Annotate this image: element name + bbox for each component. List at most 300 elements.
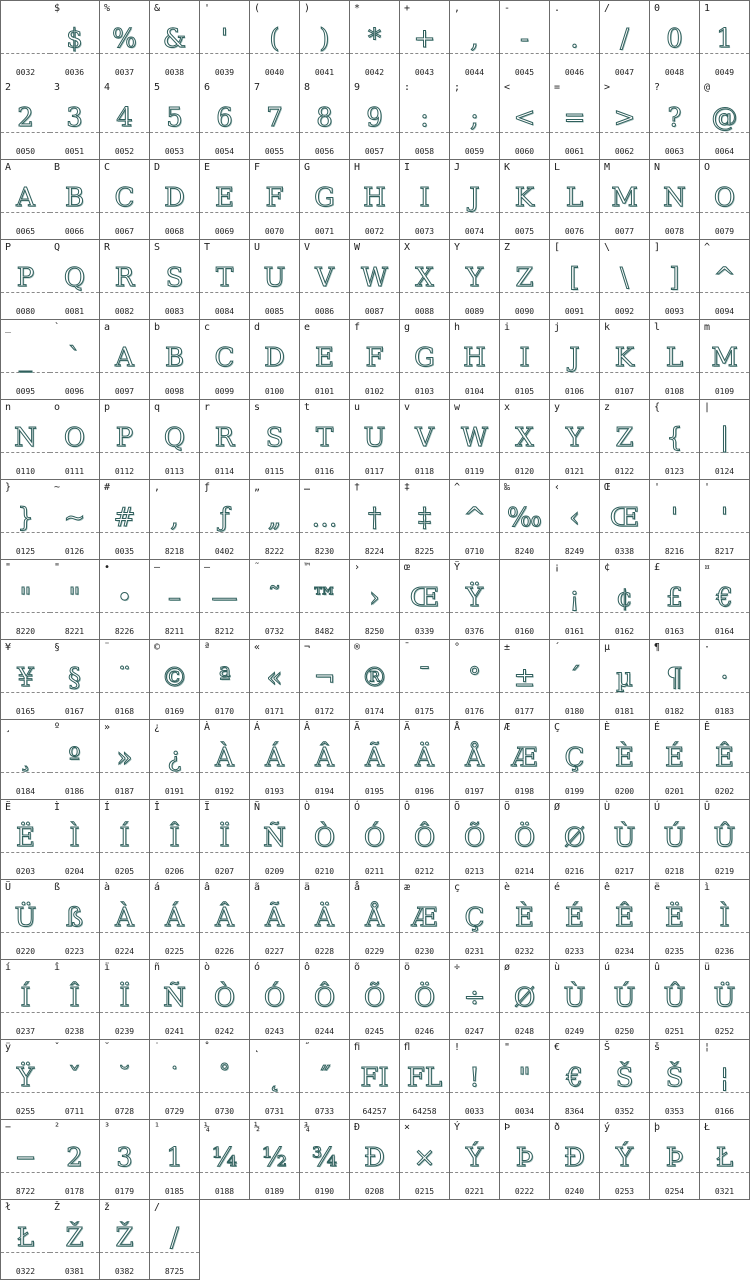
- glyph-sample: Ã: [365, 743, 384, 773]
- glyph-cell: [50, 480, 100, 560]
- glyph-label: ¼: [204, 1122, 211, 1133]
- glyph-sample: ": [68, 583, 81, 613]
- glyph-sample: Í: [20, 983, 31, 1013]
- glyph-label: «: [254, 642, 261, 653]
- glyph-label: ž: [104, 1202, 111, 1213]
- glyph-sample: +: [413, 24, 436, 54]
- glyph-sample: A: [16, 183, 35, 213]
- glyph-sample: −: [14, 1143, 37, 1173]
- glyph-label: U: [254, 242, 261, 253]
- glyph-sample: C: [214, 343, 235, 373]
- glyph-sample: ¿: [167, 743, 182, 773]
- glyph-cell: [100, 480, 150, 560]
- glyph-label: ã: [254, 882, 261, 893]
- glyph-cell: [600, 880, 650, 960]
- glyph-sample: ^: [463, 503, 486, 533]
- glyph-cell: [250, 720, 300, 800]
- glyph-cell: [50, 400, 100, 480]
- glyph-label: ˜: [254, 562, 261, 573]
- glyph-label: L: [554, 162, 561, 173]
- glyph-sample: `: [68, 343, 81, 373]
- glyph-sample: *: [368, 24, 381, 54]
- glyph-code: 0175: [414, 707, 435, 716]
- glyph-label: ²: [54, 1122, 61, 1133]
- glyph-label: =: [554, 82, 561, 93]
- glyph-code: 0108: [664, 387, 685, 396]
- glyph-cell: [500, 480, 550, 560]
- glyph-label: S: [154, 242, 161, 253]
- glyph-code: 0198: [514, 787, 535, 796]
- glyph-code: 0733: [314, 1107, 335, 1116]
- glyph-label: Y: [454, 242, 461, 253]
- glyph-code: 0193: [264, 787, 285, 796]
- glyph-cell: [100, 240, 150, 320]
- glyph-cell: [200, 560, 250, 640]
- glyph-label: „: [254, 482, 261, 493]
- glyph-cell: [650, 80, 700, 160]
- glyph-cell: [100, 960, 150, 1040]
- glyph-label: ÿ: [5, 1042, 12, 1053]
- glyph-code: 0046: [564, 68, 585, 77]
- glyph-cell: [0, 80, 51, 160]
- glyph-cell: [400, 880, 450, 960]
- glyph-sample: Š: [615, 1063, 634, 1093]
- glyph-sample: Þ: [665, 1143, 684, 1173]
- glyph-code: 0207: [214, 867, 235, 876]
- glyph-code: 0199: [564, 787, 585, 796]
- glyph-sample: [1, 19, 50, 59]
- glyph-label: ': [204, 3, 211, 14]
- glyph-sample: {: [666, 423, 683, 453]
- glyph-cell: [250, 400, 300, 480]
- glyph-label: ü: [704, 962, 711, 973]
- glyph-cell: [700, 240, 750, 320]
- glyph-label: ^: [454, 482, 461, 493]
- glyph-label: ï: [104, 962, 111, 973]
- glyph-sample: ~: [63, 503, 86, 533]
- glyph-code: 8226: [114, 627, 135, 636]
- glyph-cell: [300, 160, 350, 240]
- glyph-code: 0220: [15, 947, 36, 956]
- glyph-cell: [200, 960, 250, 1040]
- glyph-cell: [100, 160, 150, 240]
- glyph-sample: =: [563, 103, 586, 133]
- glyph-sample: Ï: [119, 983, 130, 1013]
- glyph-sample: P: [16, 263, 35, 293]
- glyph-sample: €: [716, 583, 733, 613]
- glyph-cell: [100, 880, 150, 960]
- glyph-code: 0232: [514, 947, 535, 956]
- glyph-cell: [150, 400, 200, 480]
- glyph-label: d: [254, 322, 261, 333]
- glyph-label: Ú: [654, 802, 661, 813]
- glyph-cell: [0, 640, 51, 720]
- glyph-sample: ¾: [311, 1143, 338, 1173]
- glyph-sample: ¼: [211, 1143, 238, 1173]
- glyph-cell: [650, 800, 700, 880]
- glyph-cell: [550, 80, 600, 160]
- glyph-cell: [150, 800, 200, 880]
- glyph-cell: [350, 640, 400, 720]
- glyph-sample: I: [519, 343, 530, 373]
- glyph-sample: Ê: [715, 743, 734, 773]
- glyph-cell: [150, 480, 200, 560]
- glyph-code: 0042: [364, 68, 385, 77]
- glyph-sample: Ú: [613, 983, 636, 1013]
- glyph-cell: [250, 320, 300, 400]
- glyph-sample: „: [267, 503, 282, 533]
- glyph-code: 0228: [314, 947, 335, 956]
- glyph-label: ¤: [704, 562, 711, 573]
- glyph-sample: €: [566, 1063, 583, 1093]
- glyph-sample: T: [215, 263, 234, 293]
- glyph-cell: [500, 960, 550, 1040]
- glyph-code: 0118: [414, 467, 435, 476]
- glyph-sample: X: [515, 423, 534, 453]
- glyph-cell: [500, 0, 550, 81]
- glyph-label: Ÿ: [454, 562, 461, 573]
- glyph-sample: Ł: [16, 1223, 35, 1253]
- glyph-code: 0048: [664, 68, 685, 77]
- glyph-code: 8230: [314, 547, 335, 556]
- glyph-label: È: [604, 722, 611, 733]
- glyph-cell: [600, 320, 650, 400]
- glyph-cell: [700, 640, 750, 720]
- glyph-cell: [250, 480, 300, 560]
- glyph-cell: [350, 960, 400, 1040]
- glyph-sample: Ü: [14, 903, 37, 933]
- glyph-label: ®: [354, 642, 361, 653]
- glyph-label: :: [404, 82, 411, 93]
- glyph-label: q: [154, 402, 161, 413]
- glyph-sample: Í: [119, 823, 130, 853]
- glyph-code: 0121: [564, 467, 585, 476]
- glyph-label: ÷: [454, 962, 461, 973]
- glyph-label: h: [454, 322, 461, 333]
- glyph-label: Û: [704, 802, 711, 813]
- glyph-cell: [200, 240, 250, 320]
- glyph-label: k: [604, 322, 611, 333]
- glyph-sample: V: [315, 263, 334, 293]
- glyph-cell: [500, 80, 550, 160]
- glyph-label: T: [204, 242, 211, 253]
- glyph-label: Z: [504, 242, 511, 253]
- glyph-code: 0230: [414, 947, 435, 956]
- glyph-cell: [400, 320, 450, 400]
- glyph-sample: ½: [261, 1143, 288, 1173]
- glyph-label: *: [354, 3, 361, 14]
- glyph-sample: -: [520, 24, 529, 54]
- glyph-sample: ‰: [507, 503, 542, 533]
- glyph-code: 0071: [314, 227, 335, 236]
- glyph-cell: [500, 1040, 550, 1120]
- glyph-code: 0092: [614, 307, 635, 316]
- glyph-label: Ï: [204, 802, 211, 813]
- glyph-code: 0195: [364, 787, 385, 796]
- glyph-code: 0115: [264, 467, 285, 476]
- glyph-code: 0189: [264, 1187, 285, 1196]
- glyph-cell: [650, 1120, 700, 1200]
- glyph-sample: /: [620, 24, 629, 54]
- glyph-code: 0080: [15, 307, 36, 316]
- glyph-code: 0081: [64, 307, 85, 316]
- glyph-cell: [250, 640, 300, 720]
- glyph-label: \: [604, 242, 611, 253]
- glyph-code: 0244: [314, 1027, 335, 1036]
- glyph-label: $: [54, 3, 61, 14]
- glyph-cell: [650, 400, 700, 480]
- glyph-sample: Ò: [213, 983, 236, 1013]
- glyph-sample: |: [720, 423, 729, 453]
- glyph-code: 0247: [464, 1027, 485, 1036]
- glyph-cell: [500, 800, 550, 880]
- glyph-code: 0382: [114, 1267, 135, 1276]
- glyph-sample: Ý: [615, 1143, 634, 1173]
- glyph-sample: ,: [170, 503, 179, 533]
- glyph-sample: ¶: [666, 663, 683, 693]
- glyph-cell: [550, 800, 600, 880]
- glyph-code: 0093: [664, 307, 685, 316]
- glyph-label: H: [354, 162, 361, 173]
- glyph-cell: [450, 80, 500, 160]
- glyph-sample: 2: [17, 103, 34, 133]
- glyph-cell: [450, 1040, 500, 1120]
- glyph-cell: [550, 320, 600, 400]
- glyph-code: 0047: [614, 68, 635, 77]
- glyph-cell: [300, 0, 350, 81]
- glyph-sample: ^: [713, 263, 736, 293]
- glyph-label: ´: [554, 642, 561, 653]
- glyph-sample: ¦: [720, 1063, 729, 1093]
- glyph-sample: (: [269, 24, 280, 54]
- glyph-code: 0084: [214, 307, 235, 316]
- glyph-label: %: [104, 3, 111, 14]
- glyph-label: º: [54, 722, 61, 733]
- glyph-sample: †: [368, 503, 381, 533]
- glyph-label: þ: [654, 1122, 661, 1133]
- glyph-label: 7: [254, 82, 261, 93]
- glyph-cell: [700, 800, 750, 880]
- glyph-sample: Ð: [564, 1143, 585, 1173]
- glyph-code: 0402: [214, 547, 235, 556]
- glyph-code: 0073: [414, 227, 435, 236]
- glyph-code: 0074: [464, 227, 485, 236]
- glyph-code: 0119: [464, 467, 485, 476]
- glyph-label: Ô: [404, 802, 411, 813]
- glyph-label: ˇ: [54, 1042, 61, 1053]
- glyph-label: P: [5, 242, 12, 253]
- glyph-code: 0070: [264, 227, 285, 236]
- glyph-cell: [150, 0, 200, 81]
- glyph-sample: D: [164, 183, 185, 213]
- glyph-sample: D: [264, 343, 285, 373]
- glyph-label: ë: [654, 882, 661, 893]
- glyph-label: î: [54, 962, 61, 973]
- glyph-cell: [100, 720, 150, 800]
- glyph-cell: [450, 960, 500, 1040]
- glyph-label: J: [454, 162, 461, 173]
- glyph-cell: [700, 480, 750, 560]
- glyph-code: 0100: [264, 387, 285, 396]
- glyph-label: ¿: [154, 722, 161, 733]
- glyph-cell: [650, 240, 700, 320]
- glyph-cell: [350, 880, 400, 960]
- glyph-sample: Ï: [219, 823, 230, 853]
- glyph-cell: [100, 800, 150, 880]
- glyph-code: 0178: [64, 1187, 85, 1196]
- glyph-label: ˘: [104, 1042, 111, 1053]
- glyph-code: 0191: [164, 787, 185, 796]
- glyph-sample: E: [315, 343, 334, 373]
- glyph-code: 0179: [114, 1187, 135, 1196]
- glyph-sample: —: [211, 583, 238, 613]
- glyph-sample: W: [361, 263, 388, 293]
- glyph-label: n: [5, 402, 12, 413]
- glyph-label: Ä: [404, 722, 411, 733]
- glyph-code: 0180: [564, 707, 585, 716]
- glyph-label: í: [5, 962, 12, 973]
- glyph-sample: #: [113, 503, 136, 533]
- glyph-code: 0251: [664, 1027, 685, 1036]
- glyph-sample: ˇ: [68, 1063, 81, 1093]
- glyph-label: Ù: [604, 802, 611, 813]
- glyph-code: 0091: [564, 307, 585, 316]
- glyph-code: 8222: [264, 547, 285, 556]
- glyph-sample: 5: [166, 103, 183, 133]
- glyph-label: Š: [604, 1042, 611, 1053]
- glyph-label: Ø: [554, 802, 561, 813]
- glyph-code: 0069: [214, 227, 235, 236]
- glyph-code: 0113: [164, 467, 185, 476]
- glyph-label: 1: [704, 3, 711, 14]
- glyph-cell: [450, 800, 500, 880]
- glyph-label: ú: [604, 962, 611, 973]
- glyph-sample: Æ: [511, 743, 538, 773]
- glyph-cell: [700, 560, 750, 640]
- glyph-cell: [400, 160, 450, 240]
- glyph-cell: [200, 480, 250, 560]
- glyph-label: §: [54, 642, 61, 653]
- glyph-label: »: [104, 722, 111, 733]
- glyph-code: 0221: [464, 1187, 485, 1196]
- glyph-code: 0253: [614, 1187, 635, 1196]
- glyph-sample: Ú: [663, 823, 686, 853]
- glyph-sample: Ã: [265, 903, 284, 933]
- glyph-sample: Ó: [363, 823, 386, 853]
- glyph-sample: Î: [169, 823, 180, 853]
- glyph-label: s: [254, 402, 261, 413]
- glyph-label: ñ: [154, 962, 161, 973]
- glyph-code: 0730: [214, 1107, 235, 1116]
- glyph-code: 0190: [314, 1187, 335, 1196]
- glyph-sample: À: [115, 903, 134, 933]
- glyph-code: 8220: [15, 627, 36, 636]
- glyph-cell: [600, 0, 650, 81]
- glyph-code: 0254: [664, 1187, 685, 1196]
- glyph-label: ": [504, 1042, 511, 1053]
- glyph-label: ﬁ: [354, 1042, 361, 1053]
- glyph-sample: &: [162, 24, 187, 54]
- glyph-sample: Z: [615, 423, 634, 453]
- glyph-sample: ): [319, 24, 330, 54]
- glyph-label: Ã: [354, 722, 361, 733]
- glyph-label: £: [654, 562, 661, 573]
- glyph-code: 0229: [364, 947, 385, 956]
- glyph-code: 0234: [614, 947, 635, 956]
- glyph-sample: U: [363, 423, 386, 453]
- glyph-sample: G: [414, 343, 435, 373]
- glyph-sample: .: [570, 24, 579, 54]
- glyph-code: 0177: [514, 707, 535, 716]
- glyph-cell: [700, 960, 750, 1040]
- glyph-code: 0208: [364, 1187, 385, 1196]
- glyph-cell: [300, 240, 350, 320]
- glyph-code: 0089: [464, 307, 485, 316]
- glyph-code: 0729: [164, 1107, 185, 1116]
- glyph-sample: G: [314, 183, 335, 213]
- glyph-label: b: [154, 322, 161, 333]
- glyph-code: 0059: [464, 147, 485, 156]
- glyph-code: 0223: [64, 947, 85, 956]
- glyph-sample: \: [620, 263, 629, 293]
- glyph-code: 0248: [514, 1027, 535, 1036]
- glyph-cell: [650, 560, 700, 640]
- glyph-label: [: [554, 242, 561, 253]
- glyph-cell: [550, 560, 600, 640]
- glyph-code: 8221: [64, 627, 85, 636]
- glyph-code: 0111: [64, 467, 85, 476]
- glyph-cell: [200, 720, 250, 800]
- glyph-code: 0235: [664, 947, 685, 956]
- glyph-sample: Ž: [65, 1223, 84, 1253]
- glyph-cell: [200, 800, 250, 880]
- glyph-code: 0067: [114, 227, 135, 236]
- glyph-label: c: [204, 322, 211, 333]
- glyph-sample: W: [461, 423, 488, 453]
- glyph-label: 0: [654, 3, 661, 14]
- glyph-sample: Ò: [313, 823, 336, 853]
- glyph-label: >: [604, 82, 611, 93]
- glyph-label: ‹: [554, 482, 561, 493]
- glyph-sample: Ø: [563, 823, 586, 853]
- glyph-sample: L: [665, 343, 684, 373]
- glyph-label: B: [54, 162, 61, 173]
- glyph-code: 0051: [64, 147, 85, 156]
- glyph-cell: [0, 720, 51, 800]
- glyph-sample: X: [415, 263, 434, 293]
- glyph-code: 0202: [714, 787, 735, 796]
- glyph-label: ©: [154, 642, 161, 653]
- glyph-sample: ™: [311, 583, 338, 613]
- glyph-cell: [600, 720, 650, 800]
- glyph-code: 0032: [15, 68, 36, 77]
- glyph-cell: [300, 480, 350, 560]
- glyph-sample: Ó: [263, 983, 286, 1013]
- glyph-code: 0233: [564, 947, 585, 956]
- glyph-sample: ˘: [118, 1063, 131, 1093]
- glyph-cell: [300, 720, 350, 800]
- glyph-label: O: [704, 162, 711, 173]
- glyph-label: ù: [554, 962, 561, 973]
- glyph-cell: [500, 400, 550, 480]
- glyph-cell: [450, 240, 500, 320]
- glyph-cell: [350, 560, 400, 640]
- glyph-cell: [600, 1040, 650, 1120]
- glyph-sample: Þ: [515, 1143, 534, 1173]
- glyph-label: ": [5, 562, 12, 573]
- glyph-code: 0095: [15, 387, 36, 396]
- glyph-label: ¥: [5, 642, 12, 653]
